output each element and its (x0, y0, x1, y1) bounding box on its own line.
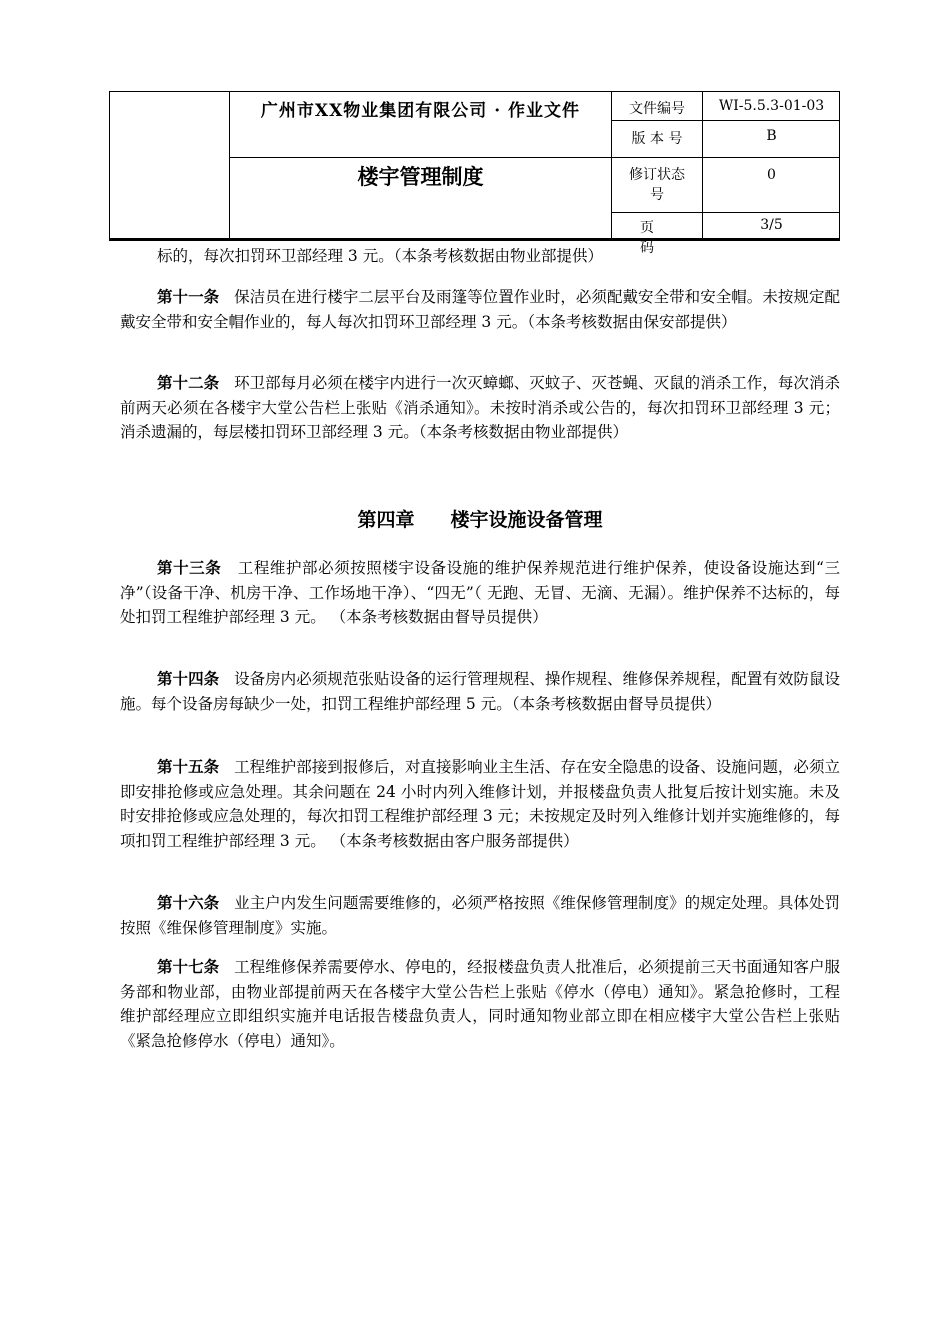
article-label: 第十七条 (157, 958, 220, 976)
article-text: 工程维修保养需要停水、停电的，经报楼盘负责人批准后，必须提前三天书面通知客户服务部和物业部，由物业部提前两天在各楼宇大堂公告栏上张贴《停水（停电）通知》。紧急抢修时，工程维护部经理应立即组织实施并电话报告楼盘负责人，同时通知物业部立即在相应楼宇大堂公告栏上张贴《紧急抢修停水（停电）通知》。 (120, 958, 840, 1050)
article-13 (120, 556, 840, 630)
article-17 (120, 955, 840, 1053)
chapter-number: 第四章 (357, 509, 415, 531)
article-text: 工程维护部必须按照楼宇设备设施的维护保养规范进行维护保养，使设备设施达到“三净”（设备干净、机房干净、工作场地干净）、“四无”（ 无跑、无冒、无滴、无漏）。维护保养不达标的，每处扣罚工程维护部经理 3 元。 （本条考核数据由督导员提供） (120, 559, 841, 627)
article-text: 保洁员在进行楼宇二层平台及雨篷等位置作业时，必须配戴安全带和安全帽。未按规定配戴安全带和安全帽作业的，每人每次扣罚环卫部经理 3 元。（本条考核数据由保安部提供） (120, 288, 840, 331)
header-divider (229, 157, 611, 158)
meta-value-version: B (766, 128, 777, 144)
meta-value-file-number: WI-5.5.3-01-03 (718, 98, 825, 114)
paragraph-continuation (120, 244, 840, 269)
header-divider (611, 120, 840, 121)
chapter-heading (120, 506, 840, 534)
article-text: 业主户内发生问题需要维修的，必须严格按照《维保修管理制度》的规定处理。具体处罚按照《维保修管理制度》实施。 (120, 894, 840, 937)
article-12 (120, 371, 840, 445)
meta-value-page: 3/5 (760, 217, 783, 233)
company-name: 广州市XX物业集团有限公司 · 作业文件 (260, 101, 581, 121)
article-16 (120, 891, 840, 940)
article-15 (120, 755, 840, 853)
article-label: 第十三条 (157, 559, 222, 577)
article-text: 工程维护部接到报修后，对直接影响业主生活、存在安全隐患的设备、设施问题，必须立即安排抢修或应急处理。其余问题在 24 小时内列入维修计划，并报楼盘负责人批复后按计划实施。未及时安排抢修或应急处理的，每次扣罚工程维护部经理 3 元；未按规定及时列入维修计划并实施维修的，每项扣罚工程维护部经理 3 元。 （本条考核数据由客户服务部提供） (120, 758, 840, 850)
meta-label-page: 页 码 (640, 220, 674, 256)
article-label: 第十六条 (157, 894, 220, 912)
meta-label-revision: 修订状态号 (629, 167, 685, 203)
meta-value-revision: 0 (767, 167, 776, 183)
meta-label-file-number: 文件编号 (629, 101, 685, 117)
article-label: 第十四条 (157, 670, 220, 688)
article-14 (120, 667, 840, 716)
article-label: 第十五条 (157, 758, 220, 776)
header-divider (611, 157, 840, 158)
article-label: 第十二条 (157, 374, 220, 392)
header-divider (611, 212, 840, 213)
article-text: 环卫部每月必须在楼宇内进行一次灭蟑螂、灭蚊子、灭苍蝇、灭鼠的消杀工作，每次消杀前两天必须在各楼宇大堂公告栏上张贴《消杀通知》。未按时消杀或公告的，每次扣罚环卫部经理 3 元；消杀遗漏的，每层楼扣罚环卫部经理 3 元。（本条考核数据由物业部提供） (120, 374, 840, 442)
header-bottom-rule (109, 239, 840, 241)
article-11 (120, 285, 840, 334)
chapter-title: 楼宇设施设备管理 (450, 509, 603, 531)
document-title: 楼宇管理制度 (357, 165, 484, 189)
article-text: 设备房内必须规范张贴设备的运行管理规程、操作规程、维修保养规程，配置有效防鼠设施。每个设备房每缺少一处，扣罚工程维护部经理 5 元。（本条考核数据由督导员提供） (120, 670, 840, 713)
article-label: 第十一条 (157, 288, 220, 306)
meta-label-version: 版 本 号 (631, 131, 683, 147)
paragraph-text: 标的，每次扣罚环卫部经理 3 元。（本条考核数据由物业部提供） (157, 247, 603, 265)
